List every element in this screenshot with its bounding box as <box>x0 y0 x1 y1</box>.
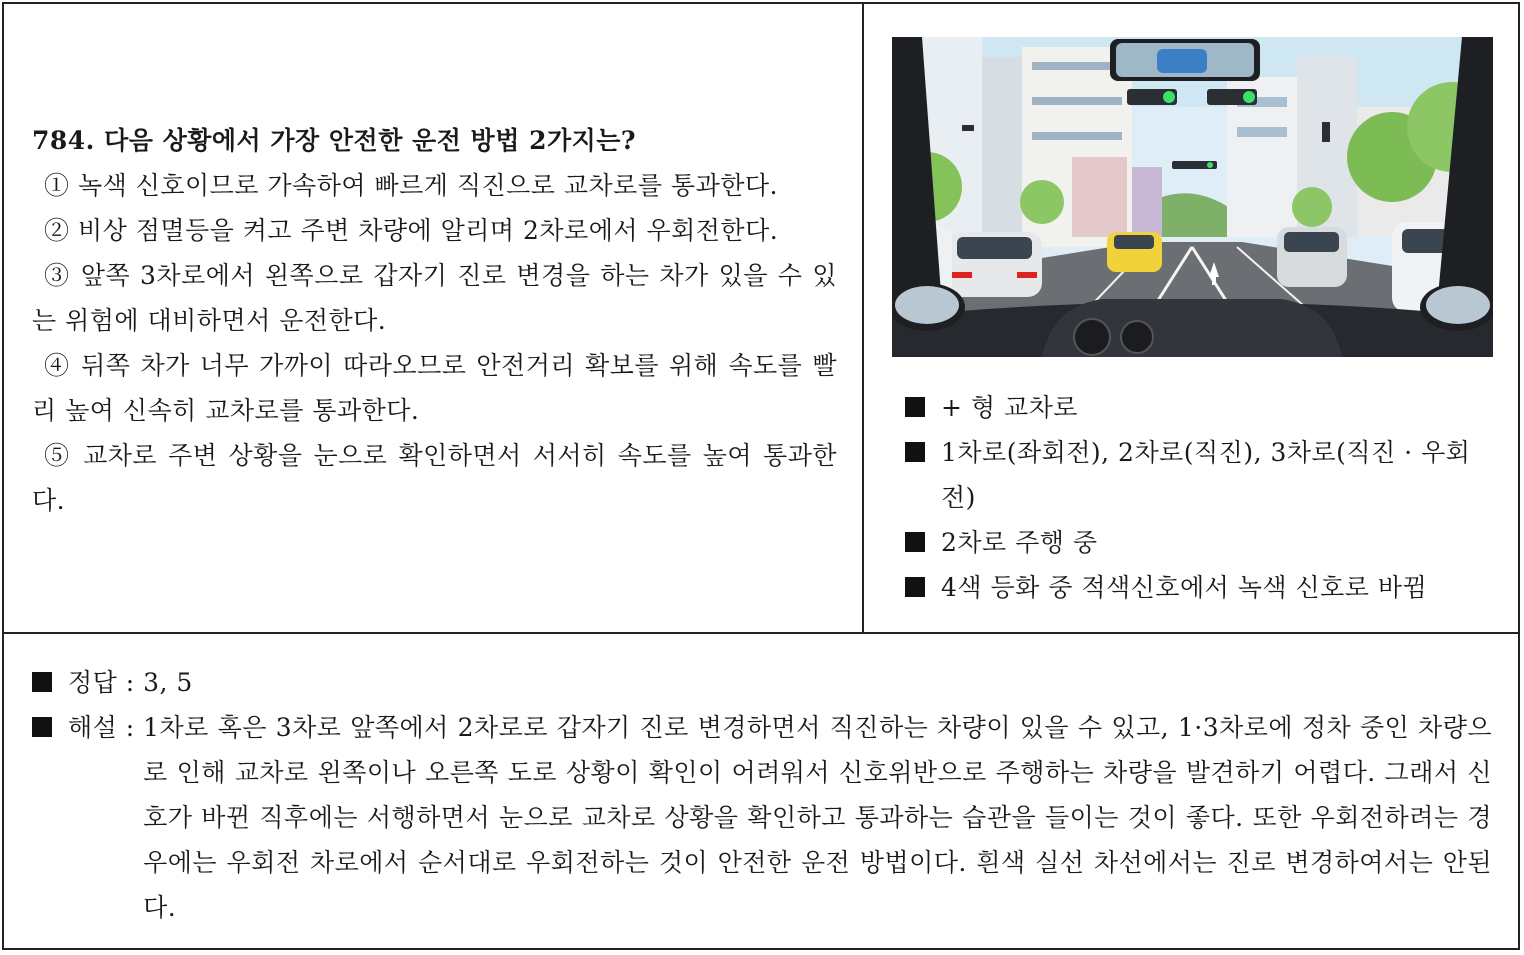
explanation-text: 1차로 혹은 3차로 앞쪽에서 2차로로 갑자기 진로 변경하면서 직진하는 차량이 있을 수 있고, 1·3차로에 정차 중인 차량으로 인해 교차로 왼쪽이나 오른쪽 도로 상황이 확인이 어려워서 신호위반으로 주행하는 차량을 발견하기 어렵다. 그래서 신호가 바뀐 직후에는 서행하면서 눈으로 교차로 상황을 확인하고 통과하는 습관을 들이는 것이 좋다. 또한 우회전하려는 경우에는 우회전 차로에서 순서대로 우회전하는 것이 안전한 운전 방법이다. 흰색 실선 차선에서는 진로 변경하여서는 안된다. <box>143 713 1492 922</box>
option-5: ⑤ 교차로 주변 상황을 눈으로 확인하면서 서서히 속도를 높여 통과한다. <box>32 441 837 515</box>
option-3: ③ 앞쪽 3차로에서 왼쪽으로 갑자기 진로 변경을 하는 차가 있을 수 있는 위험에 대비하면서 운전한다. <box>32 261 837 335</box>
conditions-list <box>905 385 1485 610</box>
column-divider <box>862 2 864 634</box>
square-bullet-icon <box>32 672 52 692</box>
square-bullet-icon <box>905 442 925 462</box>
answer-row <box>32 660 1492 705</box>
answer-label: 정답 : <box>68 668 144 697</box>
explanation-row <box>32 705 1492 930</box>
answer-block <box>32 660 1492 930</box>
answer-value: 3, 5 <box>143 668 193 697</box>
condition-item: 1차로(좌회전), 2차로(직진), 3차로(직진 · 우회전) <box>905 430 1485 520</box>
square-bullet-icon <box>905 397 925 417</box>
condition-item: + 형 교차로 <box>905 385 1485 430</box>
option-4: ④ 뒤쪽 차가 너무 가까이 따라오므로 안전거리 확보를 위해 속도를 빨리 높여 신속히 교차로를 통과한다. <box>32 351 837 425</box>
square-bullet-icon <box>905 577 925 597</box>
row-divider <box>2 632 1520 634</box>
explanation-label: 해설 : <box>68 713 144 742</box>
question-block <box>32 118 837 523</box>
condition-item: 4색 등화 중 적색신호에서 녹색 신호로 바뀜 <box>905 565 1485 610</box>
option-2: ② 비상 점멸등을 켜고 주변 차량에 알리며 2차로에서 우회전한다. <box>44 216 779 245</box>
driving-scene-illustration <box>892 37 1493 357</box>
square-bullet-icon <box>905 532 925 552</box>
square-bullet-icon <box>32 717 52 737</box>
condition-item: 2차로 주행 중 <box>905 520 1485 565</box>
question-title: 784. 다음 상황에서 가장 안전한 운전 방법 2가지는? <box>32 126 637 155</box>
option-1: ① 녹색 신호이므로 가속하여 빠르게 직진으로 교차로를 통과한다. <box>44 171 778 200</box>
